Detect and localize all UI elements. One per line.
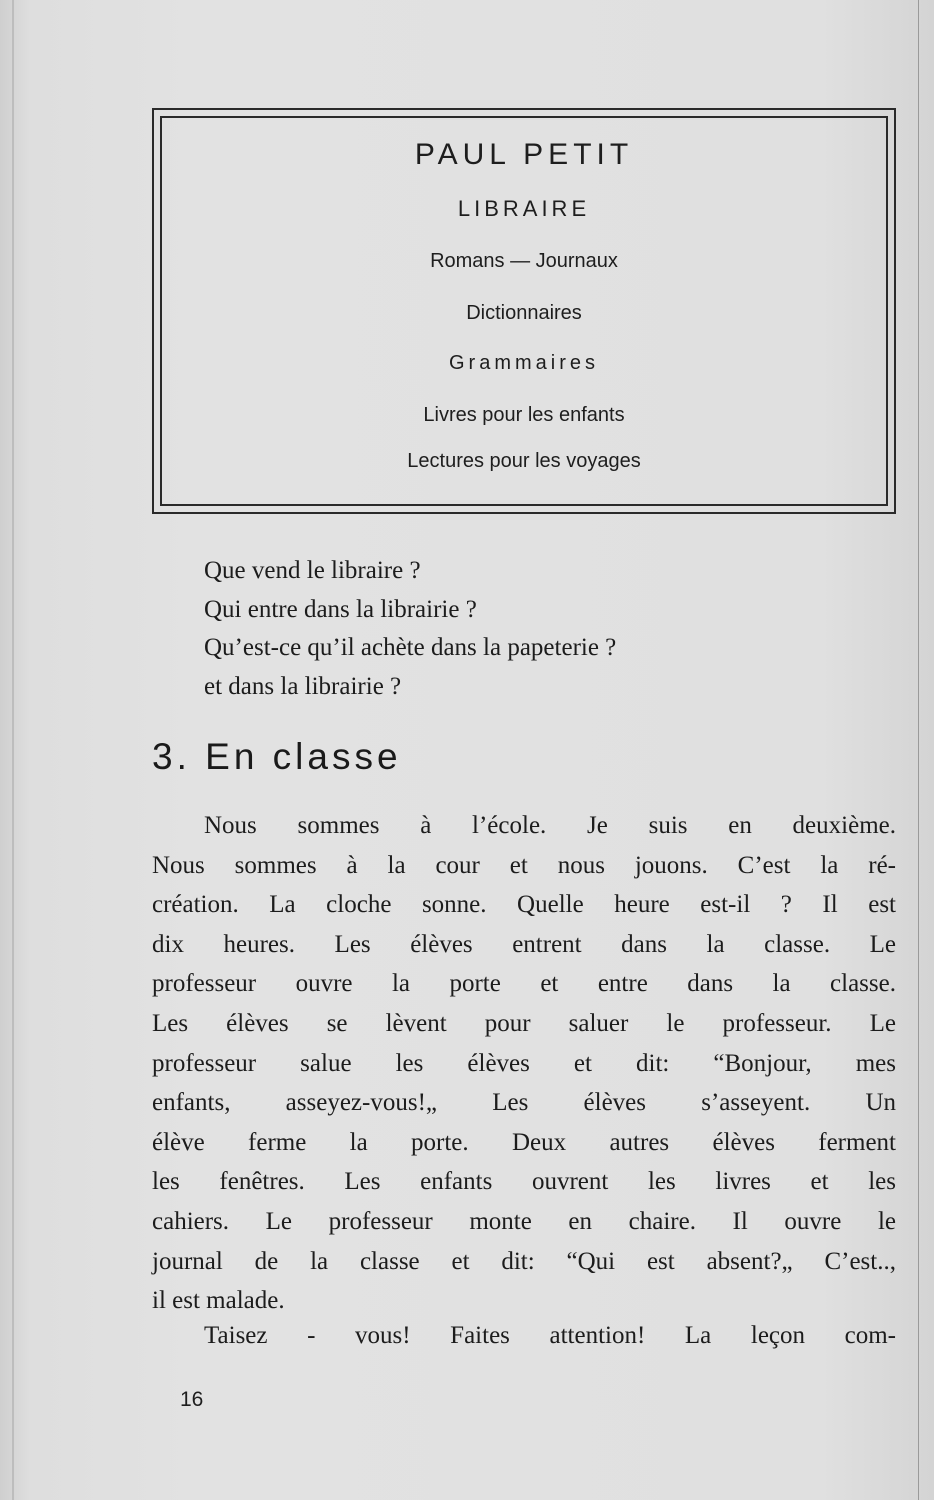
paragraph-line: cahiers. Le professeur monte en chaire. Il ouvre le <box>152 1207 896 1235</box>
section-heading: 3. En classe <box>152 736 402 777</box>
question-list <box>204 552 616 706</box>
advertisement-line: Romans — Journaux <box>430 250 618 272</box>
paragraph-line: dix heures. Les élèves entrent dans la classe. Le <box>152 930 896 958</box>
paragraph-line: Les élèves se lèvent pour saluer le professeur. Le <box>152 1009 896 1037</box>
paragraph-line: Nous sommes à la cour et nous jouons. C’est la ré- <box>152 851 896 879</box>
advertisement-line: Dictionnaires <box>466 302 582 324</box>
advertisement-title: PAUL PETIT <box>414 138 634 171</box>
paragraph-line: Nous sommes à l’école. Je suis en deuxième. <box>204 812 896 839</box>
page-right-edge <box>918 0 919 1500</box>
page-left-edge <box>12 0 14 1500</box>
advertisement-line: Lectures pour les voyages <box>407 450 641 472</box>
question: Qu’est-ce qu’il achète dans la papeterie ? <box>204 634 617 661</box>
page-number: 16 <box>180 1388 204 1411</box>
advertisement-line: Livres pour les enfants <box>423 404 625 426</box>
paragraph-line: il est malade. <box>152 1287 285 1315</box>
question: Qui entre dans la librairie ? <box>204 595 477 623</box>
advertisement-line: Grammaires <box>448 352 599 374</box>
bookseller-advertisement <box>152 108 896 514</box>
advertisement-subtitle: LIBRAIRE <box>457 196 591 221</box>
paragraph-line: enfants, asseyez-vous!„ Les élèves s’asseyent. Un <box>152 1089 896 1117</box>
section-paragraph-2 <box>152 1316 896 1356</box>
paragraph-line: journal de la classe et dit: “Qui est absent?„ C’est.., <box>152 1247 896 1275</box>
question: et dans la librairie ? <box>204 672 402 700</box>
paragraph-line: professeur ouvre la porte et entre dans la classe. <box>152 970 896 998</box>
question: Que vend le libraire ? <box>204 557 421 584</box>
paragraph-line: élève ferme la porte. Deux autres élèves ferment <box>152 1128 896 1156</box>
paragraph-line: création. La cloche sonne. Quelle heure est-il ? Il est <box>152 891 896 919</box>
section-paragraph <box>152 806 896 1321</box>
paragraph-line: professeur salue les élèves et dit: “Bonjour, mes <box>152 1049 896 1077</box>
paragraph-line: les fenêtres. Les enfants ouvrent les livres et les <box>152 1168 896 1196</box>
paragraph-line: Taisez - vous! Faites attention! La leçon com- <box>204 1322 896 1349</box>
